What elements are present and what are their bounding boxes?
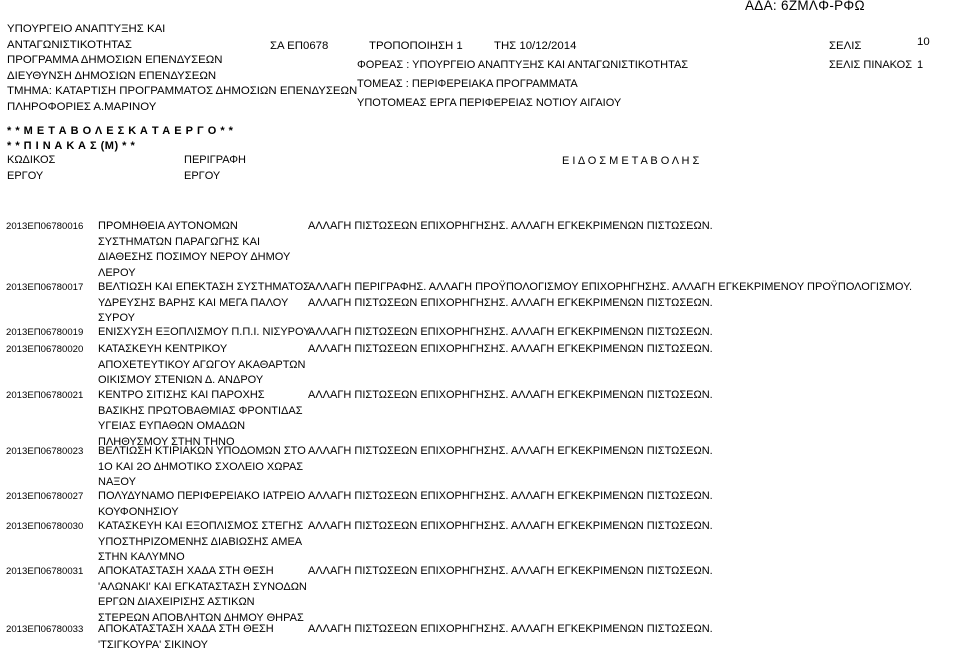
row-code: 2013ΕΠ06780019 (6, 327, 84, 338)
sa-code: ΣΑ ΕΠ0678 (270, 40, 329, 52)
row-code: 2013ΕΠ06780033 (6, 624, 84, 635)
row-change-type: ΑΛΛΑΓΗ ΠΙΣΤΩΣΕΩΝ ΕΠΙΧΟΡΗΓΗΣΗΣ. ΑΛΛΑΓΗ ΕΓΚΕΚΡΙΜΕΝΩΝ ΠΙΣΤΩΣΕΩΝ. (308, 343, 713, 355)
row-description: ΒΕΛΤΙΩΣΗ ΚΑΙ ΕΠΕΚΤΑΣΗ ΣΥΣΤΗΜΑΤΟΣ ΥΔΡΕΥΣΗΣ ΒΑΡΗΣ ΚΑΙ ΜΕΓΑ ΠΑΛΟΥ ΣΥΡΟΥ (98, 281, 310, 324)
row-description: ΑΠΟΚΑΤΑΣΤΑΣΗ ΧΑΔΑ ΣΤΗ ΘΕΣΗ 'ΤΣΙΓΚΟΥΡΑ' ΣΙΚΙΝΟΥ (98, 623, 274, 651)
row-description: ΠΡΟΜΗΘΕΙΑ ΑΥΤΟΝΟΜΩΝ ΣΥΣΤΗΜΑΤΩΝ ΠΑΡΑΓΩΓΗΣ ΚΑΙ ΔΙΑΘΕΣΗΣ ΠΟΣΙΜΟΥ ΝΕΡΟΥ ΔΗΜΟΥ ΛΕΡΟΥ (98, 220, 291, 279)
modification-label: ΤΡΟΠΟΠΟΙΗΣΗ 1 (369, 40, 463, 52)
column-header-description: ΠΕΡΙΓΡΑΦΗ ΕΡΓΟΥ (184, 154, 246, 182)
row-description: ΚΑΤΑΣΚΕΥΗ ΚΑΙ ΕΞΟΠΛΙΣΜΟΣ ΣΤΕΓΗΣ ΥΠΟΣΤΗΡΙΖΟΜΕΝΗΣ ΔΙΑΒΙΩΣΗΣ ΑΜΕΑ ΣΤΗΝ ΚΑΛΥΜΝΟ (98, 520, 304, 563)
ypotomeas-line: ΥΠΟΤΟΜΕΑΣ ΕΡΓΑ ΠΕΡΙΦΕΡΕΙΑΣ ΝΟΤΙΟΥ ΑΙΓΑΙΟΥ (357, 97, 622, 109)
row-code: 2013ΕΠ06780017 (6, 282, 84, 293)
row-description: ΒΕΛΤΙΩΣΗ ΚΤΙΡΙΑΚΩΝ ΥΠΟΔΟΜΩΝ ΣΤΟ 1Ο ΚΑΙ 2Ο ΔΗΜΟΤΙΚΟ ΣΧΟΛΕΙΟ ΧΩΡΑΣ ΝΑΞΟΥ (98, 445, 306, 488)
row-code: 2013ΕΠ06780023 (6, 446, 84, 457)
row-description: ΕΝΙΣΧΥΣΗ ΕΞΟΠΛΙΣΜΟΥ Π.Π.Ι. ΝΙΣΥΡΟΥ (98, 326, 311, 338)
page-label: ΣΕΛΙΣ (829, 40, 862, 52)
row-description: ΑΠΟΚΑΤΑΣΤΑΣΗ ΧΑΔΑ ΣΤΗ ΘΕΣΗ 'ΑΛΩΝΑΚΙ' ΚΑΙ ΕΓΚΑΤΑΣΤΑΣΗ ΣΥΝΟΔΩΝ ΕΡΓΩΝ ΔΙΑΧΕΙΡΙΣΗΣ ΑΣΤΙΚΩΝ ΣΤΕΡΕΩΝ ΑΠΟΒΛΗΤΩΝ ΔΗΜΟΥ ΘΗΡΑΣ (98, 565, 307, 624)
row-change-type: ΑΛΛΑΓΗ ΠΙΣΤΩΣΕΩΝ ΕΠΙΧΟΡΗΓΗΣΗΣ. ΑΛΛΑΓΗ ΕΓΚΕΚΡΙΜΕΝΩΝ ΠΙΣΤΩΣΕΩΝ. (308, 220, 713, 232)
row-code: 2013ΕΠ06780031 (6, 566, 84, 577)
foreas-line: ΦΟΡΕΑΣ : ΥΠΟΥΡΓΕΙΟ ΑΝΑΠΤΥΞΗΣ ΚΑΙ ΑΝΤΑΓΩΝΙΣΤΙΚΟΤΗΤΑΣ (357, 59, 689, 71)
section-title-changes: * * Μ Ε Τ Α Β Ο Λ Ε Σ Κ Α Τ Α Ε Ρ Γ Ο * * (7, 125, 234, 137)
tomeas-line: ΤΟΜΕΑΣ : ΠΕΡΙΦΕΡΕΙΑΚΑ ΠΡΟΓΡΑΜΜΑΤΑ (357, 78, 578, 90)
row-description: ΚΕΝΤΡΟ ΣΙΤΙΣΗΣ ΚΑΙ ΠΑΡΟΧΗΣ ΒΑΣΙΚΗΣ ΠΡΩΤΟΒΑΘΜΙΑΣ ΦΡΟΝΤΙΔΑΣ ΥΓΕΙΑΣ ΕΥΠΑΘΩΝ ΟΜΑΔΩΝ ΠΛΗΘΥΣΜΟΥ ΣΤΗΝ ΤΗΝΟ (98, 389, 303, 448)
table-page-label: ΣΕΛΙΣ ΠΙΝΑΚΟΣ (829, 59, 913, 71)
row-change-type: ΑΛΛΑΓΗ ΠΙΣΤΩΣΕΩΝ ΕΠΙΧΟΡΗΓΗΣΗΣ. ΑΛΛΑΓΗ ΕΓΚΕΚΡΙΜΕΝΩΝ ΠΙΣΤΩΣΕΩΝ. (308, 565, 713, 577)
page-number: 10 (917, 36, 930, 48)
table-page-number: 1 (917, 59, 924, 71)
row-change-type: ΑΛΛΑΓΗ ΠΕΡΙΓΡΑΦΗΣ. ΑΛΛΑΓΗ ΠΡΟΫΠΟΛΟΓΙΣΜΟΥ ΕΠΙΧΟΡΗΓΗΣΗΣ. ΑΛΛΑΓΗ ΕΓΚΕΚΡΙΜΕΝΟΥ ΠΡΟΫΠΟΛΟΓΙΣΜΟΥ. ΑΛΛΑΓΗ ΠΙΣΤΩΣΕΩΝ ΕΠΙΧΟΡΗΓΗΣΗΣ. ΑΛΛΑΓΗ ΕΓΚΕΚΡΙΜΕΝΩΝ ΠΙΣΤΩΣΕΩΝ. (308, 281, 913, 309)
row-code: 2013ΕΠ06780016 (6, 221, 84, 232)
row-change-type: ΑΛΛΑΓΗ ΠΙΣΤΩΣΕΩΝ ΕΠΙΧΟΡΗΓΗΣΗΣ. ΑΛΛΑΓΗ ΕΓΚΕΚΡΙΜΕΝΩΝ ΠΙΣΤΩΣΕΩΝ. (308, 520, 713, 532)
row-change-type: ΑΛΛΑΓΗ ΠΙΣΤΩΣΕΩΝ ΕΠΙΧΟΡΗΓΗΣΗΣ. ΑΛΛΑΓΗ ΕΓΚΕΚΡΙΜΕΝΩΝ ΠΙΣΤΩΣΕΩΝ. (308, 326, 713, 338)
modification-date: ΤΗΣ 10/12/2014 (494, 40, 577, 52)
column-header-code: ΚΩΔΙΚΟΣ ΕΡΓΟΥ (7, 154, 56, 182)
column-header-change-type: Ε Ι Δ Ο Σ Μ Ε Τ Α Β Ο Λ Η Σ (562, 155, 700, 167)
section-title-table: * * Π Ι Ν Α Κ Α Σ (Μ) * * (7, 140, 136, 152)
row-code: 2013ΕΠ06780020 (6, 344, 84, 355)
row-description: ΠΟΛΥΔΥΝΑΜΟ ΠΕΡΙΦΕΡΕΙΑΚΟ ΙΑΤΡΕΙΟ ΚΟΥΦΟΝΗΣΙΟΥ (98, 490, 306, 518)
row-change-type: ΑΛΛΑΓΗ ΠΙΣΤΩΣΕΩΝ ΕΠΙΧΟΡΗΓΗΣΗΣ. ΑΛΛΑΓΗ ΕΓΚΕΚΡΙΜΕΝΩΝ ΠΙΣΤΩΣΕΩΝ. (308, 623, 713, 635)
row-change-type: ΑΛΛΑΓΗ ΠΙΣΤΩΣΕΩΝ ΕΠΙΧΟΡΗΓΗΣΗΣ. ΑΛΛΑΓΗ ΕΓΚΕΚΡΙΜΕΝΩΝ ΠΙΣΤΩΣΕΩΝ. (308, 389, 713, 401)
header-ministry-block: ΥΠΟΥΡΓΕΙΟ ΑΝΑΠΤΥΞΗΣ ΚΑΙ ΑΝΤΑΓΩΝΙΣΤΙΚΟΤΗΤΑΣ ΠΡΟΓΡΑΜΜΑ ΔΗΜΟΣΙΩΝ ΕΠΕΝΔΥΣΕΩΝ ΔΙΕΥΘΥΝΣΗ ΔΗΜΟΣΙΩΝ ΕΠΕΝΔΥΣΕΩΝ ΤΜΗΜΑ: ΚΑΤΑΡΤΙΣΗ ΠΡΟΓΡΑΜΜΑΤΟΣ ΔΗΜΟΣΙΩΝ ΕΠΕΝΔΥΣΕΩΝ ΠΛΗΡΟΦΟΡΙΕΣ Α.ΜΑΡΙΝΟΥ (7, 23, 358, 113)
row-code: 2013ΕΠ06780030 (6, 521, 84, 532)
row-change-type: ΑΛΛΑΓΗ ΠΙΣΤΩΣΕΩΝ ΕΠΙΧΟΡΗΓΗΣΗΣ. ΑΛΛΑΓΗ ΕΓΚΕΚΡΙΜΕΝΩΝ ΠΙΣΤΩΣΕΩΝ. (308, 490, 713, 502)
row-code: 2013ΕΠ06780021 (6, 390, 84, 401)
ada-code: ΑΔΑ: 6ΖΜΛΦ-ΡΦΩ (745, 0, 865, 13)
row-change-type: ΑΛΛΑΓΗ ΠΙΣΤΩΣΕΩΝ ΕΠΙΧΟΡΗΓΗΣΗΣ. ΑΛΛΑΓΗ ΕΓΚΕΚΡΙΜΕΝΩΝ ΠΙΣΤΩΣΕΩΝ. (308, 445, 713, 457)
row-code: 2013ΕΠ06780027 (6, 491, 84, 502)
row-description: ΚΑΤΑΣΚΕΥΗ ΚΕΝΤΡΙΚΟΥ ΑΠΟΧΕΤΕΥΤΙΚΟΥ ΑΓΩΓΟΥ ΑΚΑΘΑΡΤΩΝ ΟΙΚΙΣΜΟΥ ΣΤΕΝΙΩΝ Δ. ΑΝΔΡΟΥ (98, 343, 306, 386)
